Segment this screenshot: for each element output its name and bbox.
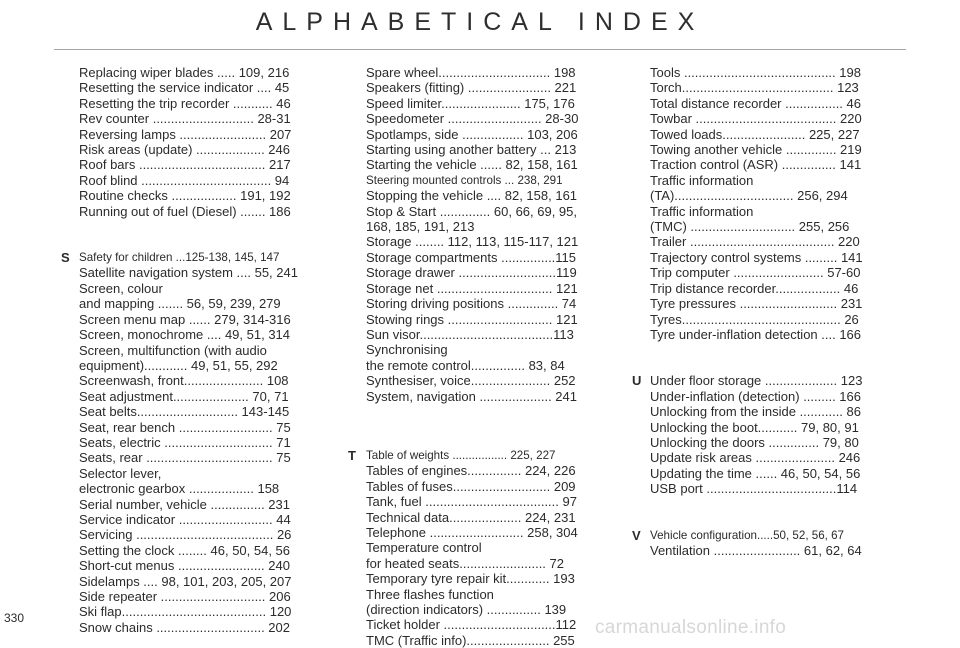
index-entry: electronic gearbox .................. 158 [79,481,280,497]
index-entry: Vehicle configuration.....50, 52, 56, 67 [650,528,845,542]
index-entry: Reversing lamps ........................ 207 [79,126,292,142]
index-entry: Short-cut menus ........................ 240 [79,558,290,574]
index-entry: Update risk areas ...................... 246 [650,450,861,466]
index-entry: Resetting the trip recorder ........... 46 [79,95,291,111]
section-u [632,373,900,497]
index-entry: Tyre under-inflation detection .... 166 [650,326,862,342]
index-entry: TMC (Traffic info)....................... 255 [366,632,575,648]
index-entry: Starting using another battery ... 213 [366,142,577,158]
index-entry: Under floor storage .................... 123 [650,373,863,389]
index-entry: Screen, colour [79,280,163,296]
index-entry: Unlocking the doors .............. 79, 80 [650,434,859,450]
index-entry: Tyres............................................ 26 [650,311,859,327]
index-entry: Stowing rings ............................. 121 [366,311,578,327]
index-entry: Selector lever, [79,465,162,481]
watermark: carmanualsonline.info [595,617,787,638]
index-entry: Side repeater ............................. 206 [79,589,291,604]
index-entry: Servicing ...................................... 26 [79,527,292,543]
page-title: ALPHABETICAL INDEX [255,8,705,36]
index-entry: Roof blind .................................... 94 [79,172,290,188]
index-entry: Updating the time ...... 46, 50, 54, 56 [650,465,861,481]
index-entry: Sun visor.....................................113 [366,326,574,342]
index-entry: Speed limiter...................... 175, 176 [366,95,575,111]
section-s [61,250,327,635]
index-entry: Total distance recorder ................ 46 [650,95,861,111]
section-letter-u: U [632,373,642,389]
section-letter-t: T [348,447,356,463]
index-entry: Starting the vehicle ...... 82, 158, 161 [366,157,578,173]
index-entry: Speedometer .......................... 28-30 [366,111,579,127]
index-entry: Trailer ........................................ 220 [650,234,860,250]
index-entry: Three flashes function [366,586,494,602]
index-entry: the remote control............... 83, 84 [366,357,565,373]
index-entry: Satellite navigation system .... 55, 241 [79,265,298,281]
index-entry: Traffic information [650,172,754,188]
index-entry: Sidelamps .... 98, 101, 203, 205, 207 [79,573,292,589]
index-entry: Stopping the vehicle .... 82, 158, 161 [366,188,578,204]
index-entry: and mapping ....... 56, 59, 239, 279 [79,296,281,312]
index-entry: Setting the clock ........ 46, 50, 54, 56 [79,542,291,558]
index-entry: Storage net ................................ 121 [366,280,578,296]
section-t [348,447,615,648]
index-entry: Towed loads....................... 225, 227 [650,126,860,142]
index-entry: Roof bars ................................... 217 [79,157,291,173]
index-entry: Screen, monochrome .... 49, 51, 314 [79,327,291,343]
index-entry: Storage ........ 112, 113, 115-117, 121 [366,234,579,250]
index-entry: Seats, electric .............................. 71 [79,434,291,450]
index-entry: Storage drawer ...........................119 [366,265,577,281]
index-entry: Safety for children ...125-138, 145, 147 [79,251,280,265]
section-letter-s: S [61,250,70,266]
page-number: 330 [4,611,25,625]
index-entry: Table of weights ................. 225, 227 [366,448,556,462]
index-entry: Seat adjustment..................... 70, 71 [79,388,289,404]
index-entry: Trip distance recorder.................. 46 [650,280,859,296]
title-divider [54,49,906,50]
index-entry: Trajectory control systems ......... 141 [650,249,863,265]
index-entry: Unlocking the boot........... 79, 80, 91 [650,419,859,435]
index-entry: Rev counter ............................ 28-31 [79,111,291,127]
index-entry: Tyre pressures ........................... 231 [650,296,863,312]
index-entry: Screenwash, front...................... 108 [79,373,289,389]
index-entry: Trip computer ......................... 57-60 [650,265,861,281]
index-entry: equipment)............ 49, 51, 55, 292 [79,357,278,373]
index-entry: Torch.......................................... 123 [650,80,859,96]
index-entry: (TA)................................. 256, 294 [650,188,848,204]
index-entry: Telephone .......................... 258, 304 [366,524,578,540]
index-entry: Serial number, vehicle ............... 231 [79,496,290,512]
index-entry: Ticket holder ...............................112 [366,617,577,633]
section-letter-v: V [632,527,641,543]
index-entry: Running out of fuel (Diesel) ....... 186 [79,203,291,219]
index-entry: 168, 185, 191, 213 [366,219,475,235]
index-entry: Technical data.................... 224, 231 [366,509,576,525]
index-entry: Snow chains .............................. 202 [79,619,290,635]
index-entry: Synthesiser, voice...................... 252 [366,373,576,389]
index-entry: Towbar ....................................... 220 [650,111,862,127]
index-entry: Steering mounted controls ... 238, 291 [366,173,563,187]
index-entry: System, navigation .................... 241 [366,388,577,404]
section-v [632,527,900,559]
index-entry: Seat belts............................ 143-145 [79,404,290,420]
section-s-continued [366,65,615,404]
index-entry: Under-inflation (detection) ......... 166 [650,388,861,404]
index-entry: Routine checks .................. 191, 192 [79,188,291,204]
index-entry: Spare wheel............................... 198 [366,65,576,80]
index-entry: Seats, rear ................................... 75 [79,450,291,466]
index-column-2 [348,65,615,648]
index-entry: Temporary tyre repair kit............ 193 [366,571,575,587]
index-entry: Ski flap........................................ 120 [79,604,292,620]
index-column-3 [632,65,900,558]
index-entry: Tank, fuel ..................................... 97 [366,494,577,510]
index-entry: (TMC) ............................. 255, 256 [650,219,850,235]
index-entry: Synchronising [366,342,448,358]
index-entry: Seat, rear bench .......................... 75 [79,419,291,435]
index-entry: Storing driving positions .............. 74 [366,296,577,312]
index-entry: Screen menu map ...... 279, 314-316 [79,311,291,327]
index-entry: Stop & Start .............. 60, 66, 69, 95, [366,203,578,219]
index-entry: Tables of fuses........................... 209 [366,478,576,494]
index-entry: Screen, multifunction (with audio [79,342,267,358]
index-entry: Replacing wiper blades ..... 109, 216 [79,65,290,80]
index-entry: (direction indicators) ............... 139 [366,602,567,617]
index-entry: Risk areas (update) ................... 246 [79,142,290,158]
index-entry: for heated seats........................ 72 [366,555,564,571]
index-entry: Unlocking from the inside ............ 86 [650,404,861,420]
index-entry: Traffic information [650,203,754,219]
index-entry: Storage compartments ...............115 [366,249,577,265]
section-r-continued [79,65,327,219]
index-entry: Temperature control [366,540,482,556]
index-entry: Resetting the service indicator .... 45 [79,80,290,96]
index-entry: Service indicator .......................... 44 [79,511,291,527]
index-entry: Ventilation ........................ 61, 62, 64 [650,542,862,558]
index-entry: Towing another vehicle .............. 219 [650,142,862,158]
index-entry: USB port ....................................114 [650,481,858,497]
section-t-continued [650,65,900,342]
index-entry: Traction control (ASR) ............... 141 [650,157,862,173]
index-entry: Spotlamps, side ................. 103, 206 [366,126,578,142]
index-entry: Tools .......................................... 198 [650,65,861,80]
index-entry: Speakers (fitting) ....................... 221 [366,80,577,96]
index-entry: Tables of engines............... 224, 226 [366,463,576,479]
index-column-1 [61,65,327,635]
